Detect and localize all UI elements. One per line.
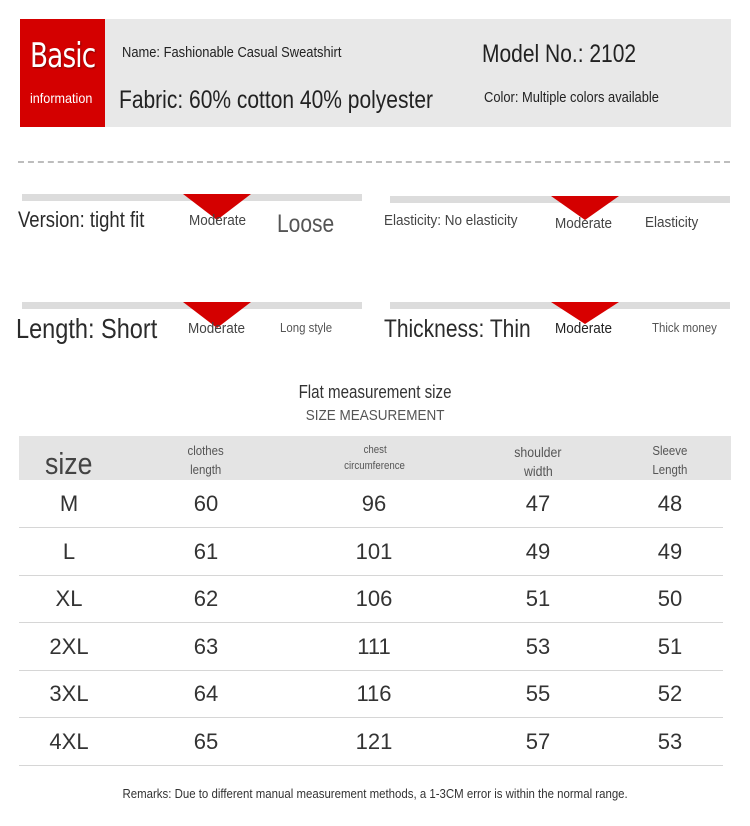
header-chest-circumference: chest circumference bbox=[344, 444, 406, 472]
table-row bbox=[19, 480, 723, 528]
thickness-right: Thick money bbox=[652, 320, 717, 335]
cell-chest: 96 bbox=[361, 491, 387, 516]
cell-size: L bbox=[62, 538, 76, 564]
product-fabric: Fabric: 60% cotton 40% polyester bbox=[119, 86, 434, 114]
length-right: Long style bbox=[280, 320, 333, 335]
basic-info-subtitle: information bbox=[30, 90, 93, 106]
elasticity-label: Elasticity: No elasticity bbox=[384, 212, 518, 229]
table-row bbox=[19, 623, 723, 671]
cell-length: 65 bbox=[193, 729, 219, 754]
cell-size: XL bbox=[55, 586, 83, 612]
table-row bbox=[19, 528, 723, 576]
version-right: Loose bbox=[277, 210, 335, 238]
cell-shoulder: 47 bbox=[525, 491, 551, 516]
length-label: Length: Short bbox=[16, 313, 158, 344]
cell-shoulder: 49 bbox=[525, 538, 551, 564]
cell-chest: 116 bbox=[356, 681, 392, 707]
size-table-title: Flat measurement size bbox=[298, 382, 452, 402]
cell-length: 63 bbox=[193, 633, 219, 659]
cell-shoulder: 55 bbox=[525, 681, 551, 707]
thickness-label: Thickness: Thin bbox=[384, 315, 531, 343]
cell-sleeve: 53 bbox=[657, 729, 683, 754]
cell-size: 4XL bbox=[49, 729, 89, 754]
cell-length: 62 bbox=[193, 586, 219, 612]
cell-length: 61 bbox=[193, 538, 219, 564]
cell-shoulder: 53 bbox=[525, 633, 551, 659]
cell-size: 2XL bbox=[49, 633, 89, 659]
cell-sleeve: 52 bbox=[657, 681, 683, 707]
cell-size: 3XL bbox=[49, 681, 89, 707]
table-row bbox=[19, 670, 723, 718]
cell-sleeve: 51 bbox=[657, 633, 683, 659]
cell-sleeve: 50 bbox=[657, 586, 683, 612]
elasticity-selected: Moderate bbox=[555, 215, 613, 232]
size-table-subtitle: SIZE MEASUREMENT bbox=[305, 407, 445, 424]
product-name: Name: Fashionable Casual Sweatshirt bbox=[122, 44, 342, 61]
cell-shoulder: 51 bbox=[525, 586, 551, 612]
cell-sleeve: 49 bbox=[657, 538, 683, 564]
cell-chest: 121 bbox=[355, 729, 393, 754]
remark-note: Remarks: Due to different manual measurement methods, a 1-3CM error is within the normal range. bbox=[122, 786, 628, 801]
product-color: Color: Multiple colors available bbox=[484, 89, 659, 106]
model-number: Model No.: 2102 bbox=[482, 40, 637, 68]
table-row bbox=[19, 718, 723, 766]
cell-length: 64 bbox=[193, 681, 219, 707]
header-clothes-length: clothes length bbox=[187, 443, 225, 477]
basic-info-title: Basic bbox=[30, 36, 96, 76]
cell-chest: 106 bbox=[355, 586, 393, 612]
elasticity-right: Elasticity bbox=[645, 214, 699, 231]
version-label: Version: tight fit bbox=[18, 207, 145, 232]
header-shoulder-width: shoulder width bbox=[514, 444, 562, 479]
cell-sleeve: 48 bbox=[657, 491, 683, 516]
cell-chest: 101 bbox=[355, 538, 393, 564]
cell-shoulder: 57 bbox=[525, 729, 551, 754]
cell-length: 60 bbox=[193, 491, 219, 516]
table-row bbox=[19, 575, 723, 623]
section-divider bbox=[18, 161, 730, 163]
cell-size: M bbox=[59, 491, 79, 516]
version-selected: Moderate bbox=[189, 212, 247, 229]
cell-chest: 111 bbox=[357, 633, 391, 659]
header-size: size bbox=[45, 446, 93, 481]
length-selected: Moderate bbox=[188, 320, 246, 337]
thickness-selected: Moderate bbox=[555, 320, 613, 337]
header-sleeve-length: Sleeve Length bbox=[652, 443, 688, 477]
